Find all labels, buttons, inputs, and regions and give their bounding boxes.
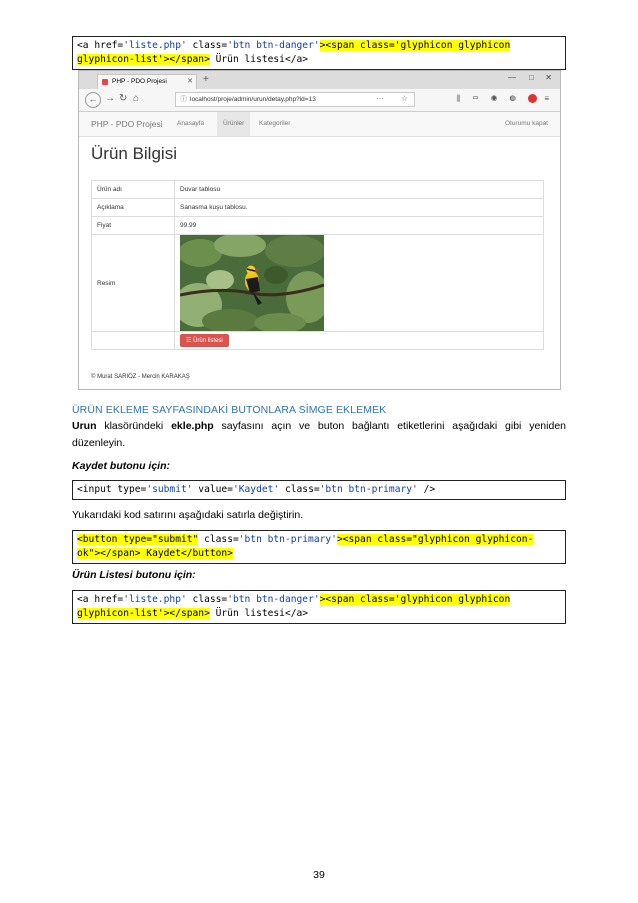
liste-label: Ürün Listesi butonu için: (72, 569, 196, 581)
code-token-highlight: <button type= (77, 534, 153, 545)
intro-text: sayfasını açın ve buton bağlantı etiketlerini aşağıdaki gibi yeniden düzenleyin. (72, 420, 566, 449)
code-token-highlight: ></span> (163, 608, 210, 619)
page-footer: © Murat SARIÖZ - Mercin KARAKAŞ (91, 374, 190, 380)
intro-text: klasöründeki (96, 420, 172, 432)
code-token-highlight: ></span> (163, 54, 210, 65)
table-row (92, 235, 544, 332)
code-token-highlight: ><span class='glyphicon glyphicon (319, 40, 511, 51)
window-close-icon[interactable]: ✕ (545, 73, 552, 82)
button-label: Ürün listesi (193, 338, 223, 344)
code-token: 'Kaydet' (232, 484, 280, 495)
code-block-button (72, 530, 566, 564)
browser-tab[interactable] (97, 74, 197, 89)
code-token: <a href= (77, 40, 124, 51)
replace-instruction: Yukarıdaki kod satırını aşağıdaki satırla değiştirin. (72, 509, 304, 521)
row-value (175, 235, 544, 332)
code-token-highlight: "submit" (152, 534, 199, 545)
maximize-icon[interactable]: □ (529, 73, 534, 82)
code-token: 'liste.php' (123, 594, 187, 605)
web-page (79, 112, 560, 390)
row-key (92, 332, 175, 350)
new-tab-icon[interactable]: + (203, 74, 209, 85)
url-text: localhost/proje/admin/urun/detay.php?id=13 (190, 96, 316, 103)
nav-link-urunler[interactable]: Ürünler (217, 112, 250, 136)
browser-tab-bar (79, 71, 560, 89)
code-token: value= (192, 484, 233, 495)
table-row (92, 199, 544, 217)
intro-bold-file: ekle.php (171, 420, 214, 432)
forward-icon[interactable]: → (105, 93, 115, 104)
nav-link-logout[interactable]: Oturumu kapat (505, 120, 548, 127)
code-token: 'btn btn-danger' (227, 40, 320, 51)
code-token: 'submit' (146, 484, 193, 495)
product-table (91, 180, 544, 350)
tab-title: PHP - PDO Projesi (112, 78, 167, 85)
intro-paragraph (72, 418, 566, 452)
table-row (92, 181, 544, 199)
urun-listesi-button[interactable] (180, 334, 229, 347)
page-actions-icon[interactable]: ··· (376, 94, 384, 103)
minimize-icon[interactable]: — (508, 73, 516, 82)
code-block-top (72, 36, 566, 70)
row-key: Resim (92, 235, 175, 332)
row-value: 99.99 (175, 217, 544, 235)
toolbar-icons[interactable]: ⫼ ▭ ◉ ◍ ≡ (456, 94, 554, 103)
row-key: Fiyat (92, 217, 175, 235)
table-row (92, 217, 544, 235)
reload-icon[interactable]: ↻ (119, 93, 128, 104)
close-icon[interactable]: ✕ (187, 78, 193, 85)
row-key: Açıklama (92, 199, 175, 217)
row-key: Ürün adı (92, 181, 175, 199)
code-token-highlight: glyphicon-list' (77, 54, 164, 65)
code-token-highlight: ok" (77, 548, 95, 559)
code-token: <input type= (77, 484, 147, 495)
code-token: class= (186, 40, 228, 51)
extension-icon[interactable] (528, 94, 537, 103)
code-token: 'btn btn-primary' (238, 534, 337, 545)
nav-link-anasayfa[interactable]: Anasayfa (177, 120, 205, 127)
kaydet-label: Kaydet butonu için: (72, 460, 170, 472)
code-token: class= (186, 594, 228, 605)
code-token-highlight: glyphicon-list' (77, 608, 164, 619)
nav-link-kategoriler[interactable]: Kategoriler (259, 120, 291, 127)
section-heading: ÜRÜN EKLEME SAYFASINDAKİ BUTONLARA SİMGE EKLEMEK (72, 404, 387, 416)
browser-toolbar (79, 89, 560, 112)
code-token: 'liste.php' (123, 40, 187, 51)
code-token: 'btn btn-primary' (319, 484, 418, 495)
code-token-highlight: ></span> Kaydet</button> (94, 548, 233, 559)
code-token: Ürün listesi</a> (209, 608, 309, 619)
browser-screenshot (78, 70, 561, 390)
home-icon[interactable]: ⌂ (133, 93, 140, 104)
code-token: 'btn btn-danger' (227, 594, 320, 605)
code-token: Ürün listesi</a> (209, 54, 309, 65)
code-block-input (72, 480, 566, 500)
code-token: <a href= (77, 594, 124, 605)
code-token-highlight: ><span class= (336, 534, 413, 545)
code-token-highlight: ><span class='glyphicon glyphicon (319, 594, 511, 605)
table-row (92, 332, 544, 350)
row-value: Sanasma kuşu tablosu. (175, 199, 544, 217)
bookmark-star-icon[interactable]: ☆ (400, 94, 408, 103)
back-icon[interactable]: ← (85, 92, 101, 108)
bird-photo (180, 235, 324, 331)
favicon-icon (102, 79, 108, 85)
code-token: class= (279, 484, 320, 495)
code-token: /> (417, 484, 436, 495)
row-value (175, 332, 544, 350)
info-icon: ⓘ (180, 96, 187, 103)
navbar (79, 112, 560, 137)
url-bar[interactable] (175, 92, 415, 107)
row-value: Duvar tablosu (175, 181, 544, 199)
intro-bold-folder: Urun (72, 420, 97, 432)
page-number: 39 (313, 869, 325, 881)
code-token: class= (198, 534, 239, 545)
code-token-highlight: "glyphicon glyphicon- (412, 534, 534, 545)
navbar-brand[interactable]: PHP - PDO Projesi (91, 119, 163, 129)
list-icon: ☰ (186, 338, 192, 344)
code-block-bottom (72, 590, 566, 624)
page-title: Ürün Bilgisi (91, 144, 177, 163)
